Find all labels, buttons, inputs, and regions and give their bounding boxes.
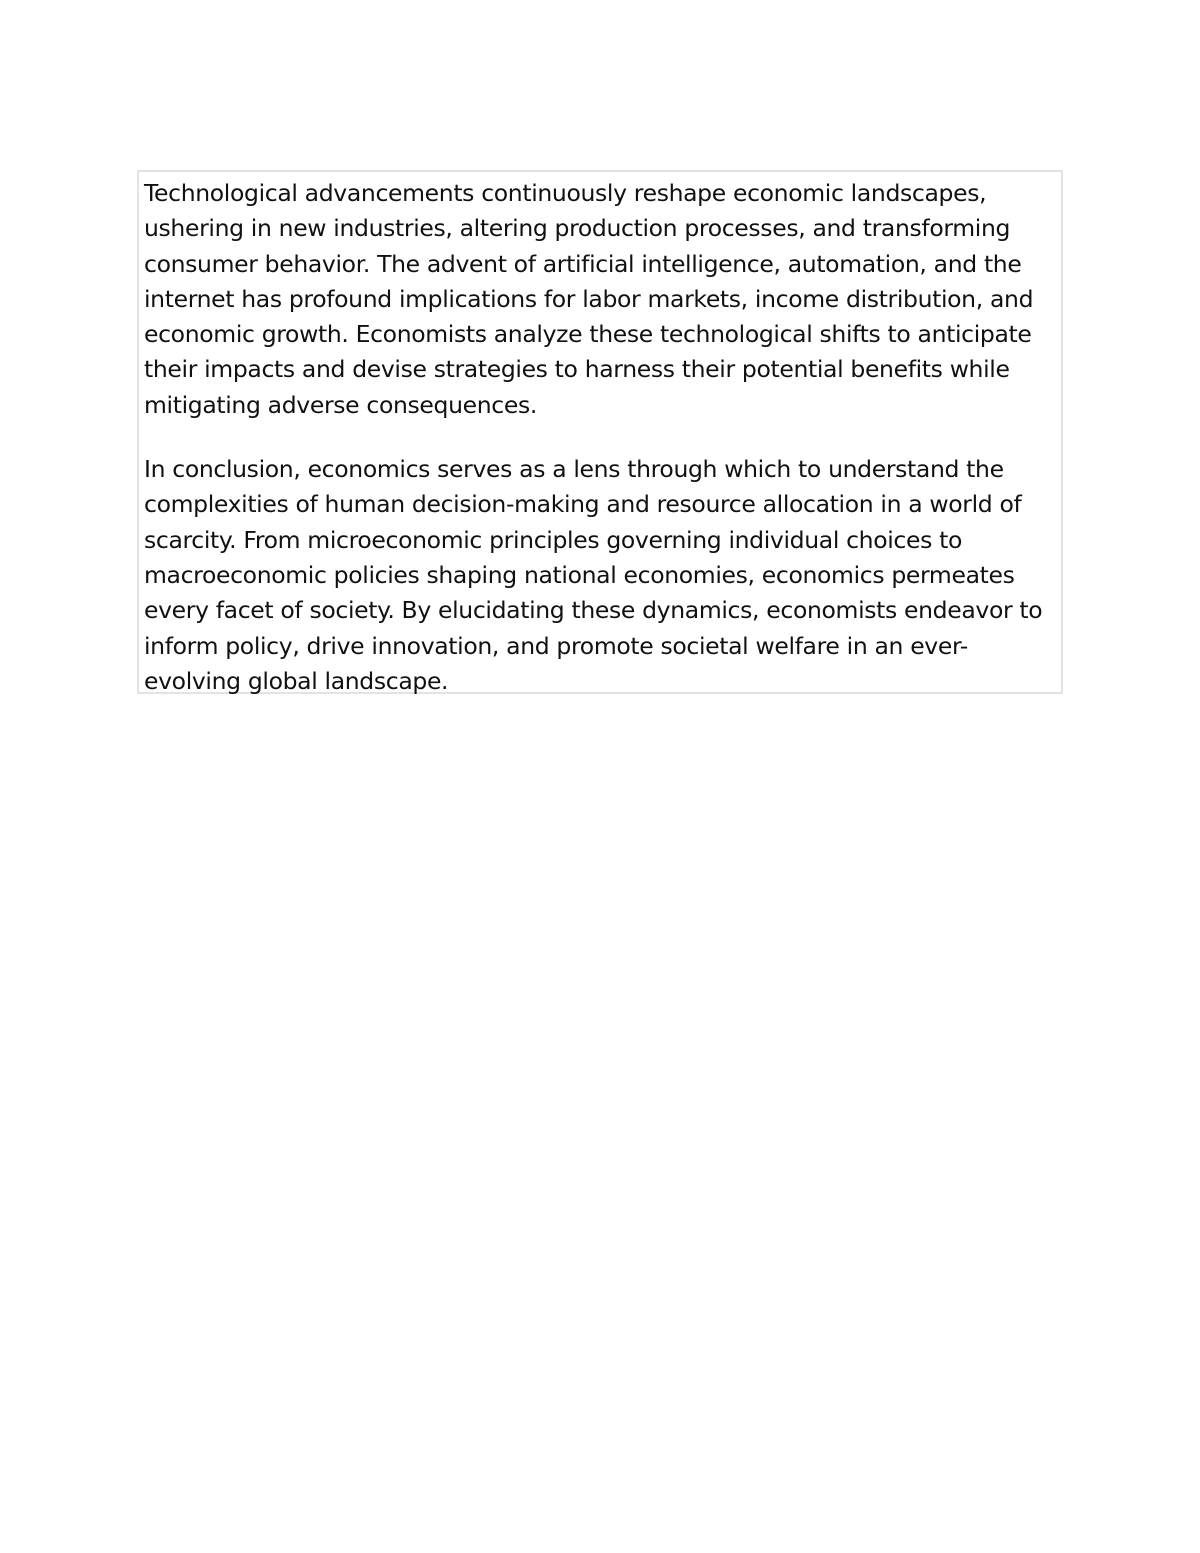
text-box bbox=[137, 170, 1063, 694]
paragraph-technology: Technological advancements continuously reshape economic landscapes, ushering in new industries, altering production processes, and transforming consumer behavior. The advent of artificial intelligence, automation, and the internet has profound implications for labor markets, income distribution, and economic growth. Economists analyze these technological shifts to anticipate their impacts and devise strategies to harness their potential benefits while mitigating adverse consequences. bbox=[144, 179, 1034, 419]
paragraph-conclusion: In conclusion, economics serves as a lens through which to understand the complexities of human decision-making and resource allocation in a world of scarcity. From microeconomic principles governing individual choices to macroeconomic policies shaping national economies, economics permeates every facet of society. By elucidating these dynamics, economists endeavor to inform policy, drive innovation, and promote societal welfare in an ever-evolving global landscape. bbox=[144, 455, 1043, 695]
